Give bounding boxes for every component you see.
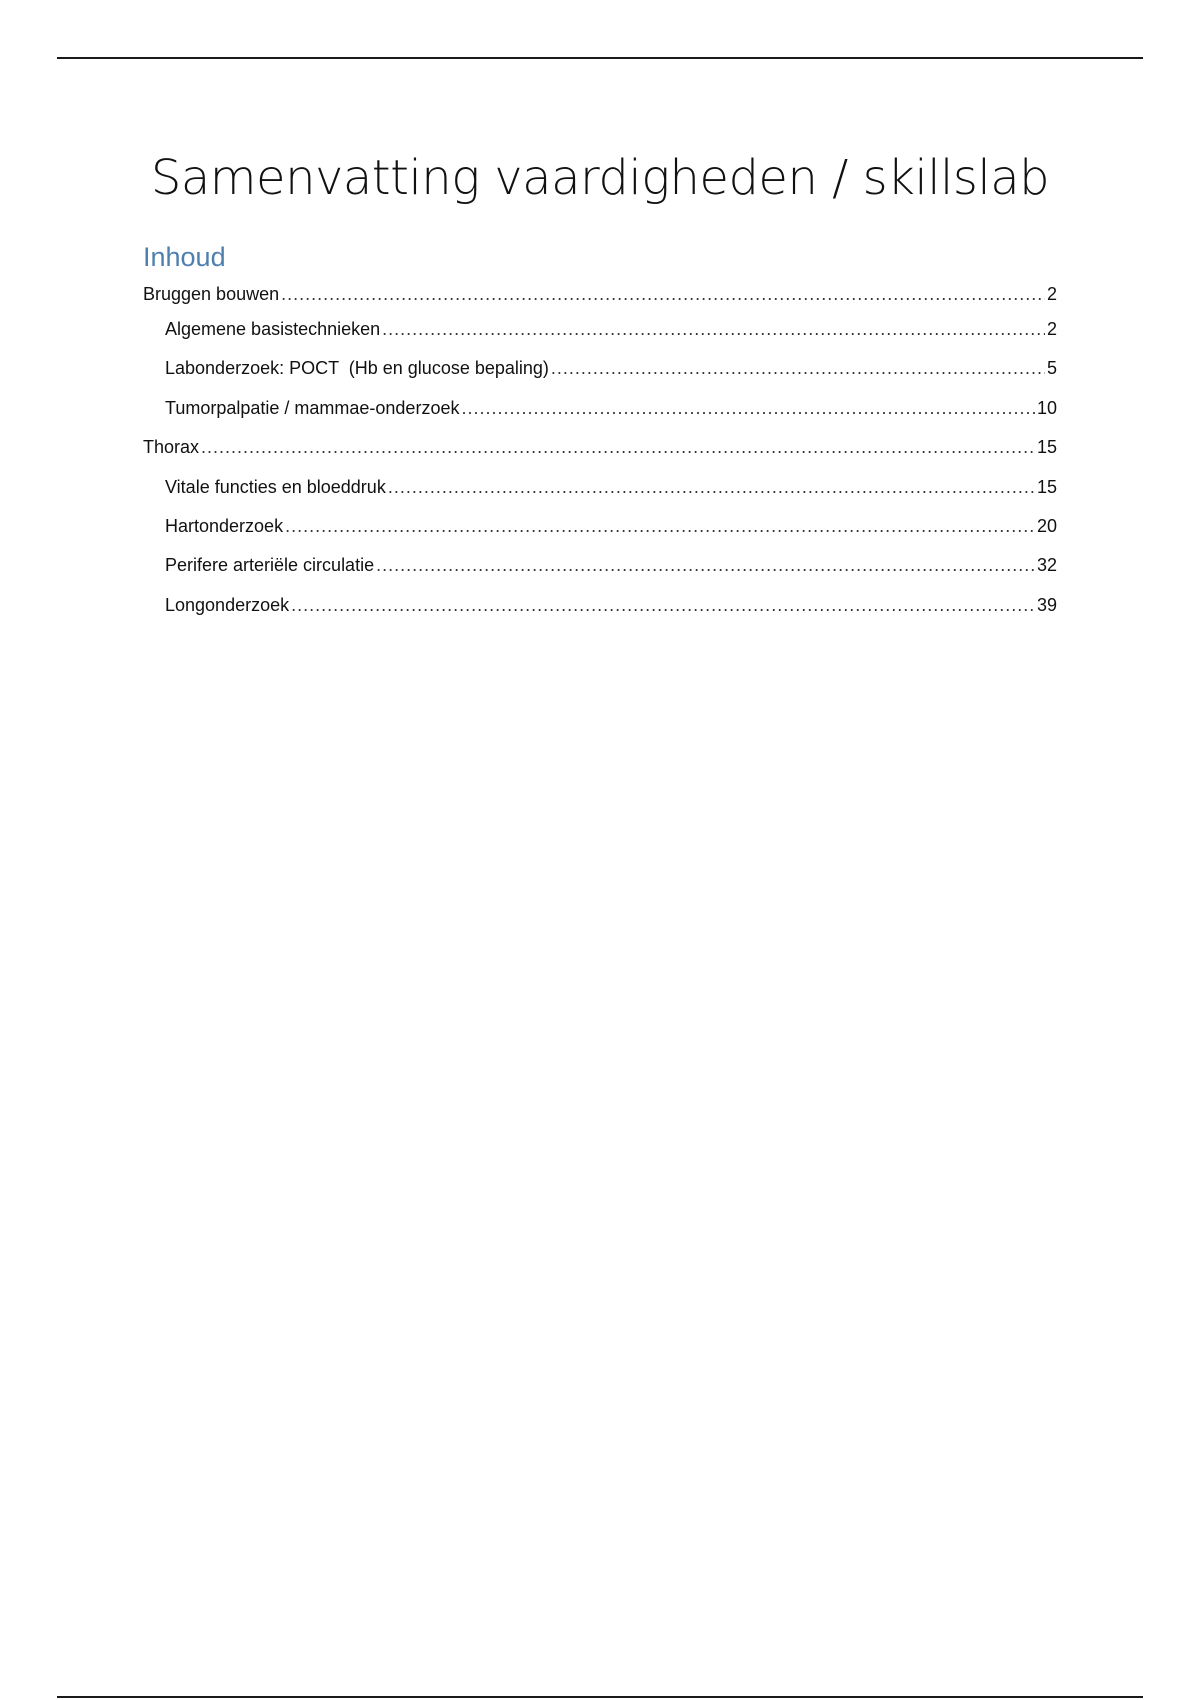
toc-leader-dots [551,349,1045,388]
toc-entry-hartonderzoek[interactable] [143,507,1057,546]
table-of-contents [143,236,1057,625]
toc-list [143,278,1057,625]
toc-heading: Inhoud [143,242,226,272]
toc-leader-dots [376,546,1035,585]
toc-entry-label: Vitale functies en bloeddruk [165,476,386,497]
toc-entry-page: 5 [1046,358,1057,379]
toc-entry-label: Hartonderzoek [165,515,284,536]
toc-leader-dots [285,507,1035,546]
toc-entry-label: Perifere arteriële circulatie [165,555,375,576]
document-title: Samenvatting vaardigheden / skillslab [150,150,1050,206]
toc-leader-dots [388,468,1035,507]
toc-entry-label: Bruggen bouwen [143,284,280,304]
toc-entry-vitale-functies[interactable] [143,468,1057,507]
toc-leader-dots [201,428,1035,467]
toc-entry-page: 39 [1036,594,1057,615]
toc-entry-page: 32 [1036,555,1057,576]
toc-entry-perifere-arteriele-circulatie[interactable] [143,546,1057,585]
toc-leader-dots [461,389,1035,428]
toc-entry-tumorpalpatie[interactable] [143,389,1057,428]
toc-leader-dots [281,278,1045,310]
toc-entry-labonderzoek-poct[interactable] [143,349,1057,388]
toc-entry-label: Thorax [143,437,200,458]
toc-entry-page: 15 [1036,476,1057,497]
footer-rule [57,1696,1143,1698]
toc-entry-label: Labonderzoek: POCT (Hb en glucose bepaling) [165,358,549,379]
toc-entry-longonderzoek[interactable] [143,586,1057,625]
toc-entry-algemene-basistechnieken[interactable] [143,310,1057,349]
toc-entry-page: 20 [1036,515,1057,536]
header-rule [57,57,1143,59]
toc-leader-dots [291,586,1035,625]
toc-entry-label: Tumorpalpatie / mammae-onderzoek [165,397,460,418]
toc-entry-thorax[interactable] [143,428,1057,467]
toc-leader-dots [382,310,1045,349]
toc-entry-bruggen-bouwen[interactable] [143,278,1057,310]
toc-entry-page: 10 [1036,397,1057,418]
toc-entry-label: Algemene basistechnieken [165,319,381,339]
toc-entry-page: 2 [1046,284,1057,304]
toc-entry-page: 2 [1046,319,1057,339]
toc-entry-label: Longonderzoek [165,594,290,615]
toc-entry-page: 15 [1036,437,1057,458]
